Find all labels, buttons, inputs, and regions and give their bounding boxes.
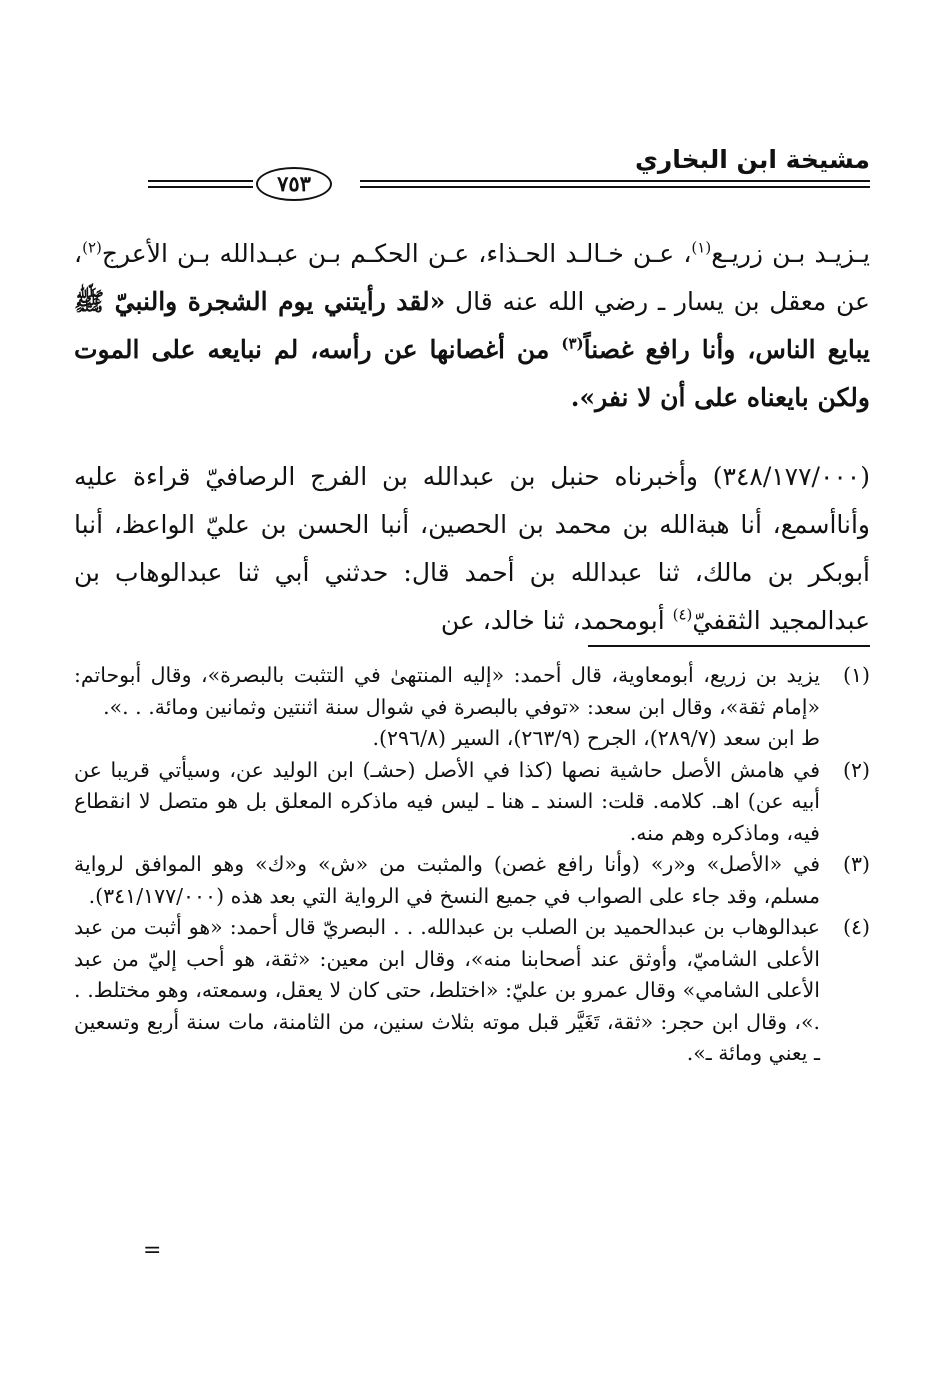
text-run: ، عن معقل بن يسار ـ رضي الله عنه قال: [74, 239, 870, 316]
header-rule: [148, 180, 253, 182]
main-paragraph-1: [74, 230, 870, 422]
main-paragraph-2: [74, 453, 870, 645]
text-run: أبومحمد، ثنا خالد، عن: [440, 606, 673, 635]
footnotes: [74, 660, 870, 1070]
footnote-number: (٤): [842, 915, 870, 939]
footnote-number: (١): [842, 663, 870, 687]
running-title: مشيخة ابن البخاري: [634, 145, 870, 174]
continuation-mark: =: [143, 1238, 162, 1263]
header-rule: [148, 186, 253, 188]
header-rule: [360, 180, 870, 182]
footnote-ref: (٢): [82, 238, 102, 257]
footnote-ref: (٤): [672, 605, 693, 624]
footnote-ref: (٣): [561, 334, 584, 353]
hadith-quote: من أغصانها عن رأسه، لم نبايعه على الموت ولكن بايعناه على أن لا نفر».: [74, 335, 870, 412]
footnote-text: في هامش الأصل حاشية نصها (كذا في الأصل (حشـ) ابن الوليد عن، وسيأتي قريبا عن أبيه عن) اهـ. كلامه. قلت: السند ـ هنا ـ ليس فيه ماذكره المعلق بل هو متصل لا انقطاع فيه، وماذكره وهم منه.: [74, 757, 820, 845]
footnote-separator: [588, 645, 870, 647]
page-number: ٧٥٣: [256, 167, 332, 201]
footnote-text: ط ابن سعد (٢٨٩/٧)، الجرح (٢٦٣/٩)، السير (٢٩٦/٨).: [372, 726, 820, 750]
text-run: ، عـن خـالـد الحـذاء، عـن الحكـم بـن عبـدالله بـن الأعرج: [101, 239, 692, 268]
footnote: [74, 912, 870, 1070]
footnote-ref: (١): [691, 238, 712, 257]
footnote-number: (٣): [842, 852, 870, 876]
footnote-number: (٢): [842, 757, 870, 782]
text-run: (٣٤٨/١٧٧/٠٠٠) وأخبرناه حنبل بن عبدالله بن الفرج الرصافيّ قراءة عليه وأناأسمع، أنا هبةالله بن محمد بن الحصين، أنبا الحسن بن عليّ الواعظ، أنبا أبوبكر بن مالك، ثنا عبدالله بن أحمد قال: حدثني أبي ثنا عبدالوهاب بن عبدالمجيد الثقفيّ: [74, 462, 870, 635]
footnote-text: عبدالوهاب بن عبدالحميد بن الصلب بن عبدالله. . . البصريّ قال أحمد: «هو أثبت من عبد الأعلى الشاميّ، وأوثق عند أصحابنا منه»، وقال ابن معين: «ثقة، هو أحب إليّ من عبد الأعلى الشامي» وقال عمرو بن عليّ: «اختلط، حتى كان لا يعقل، وسمعته، وهو مختلط. . .»، وقال ابن حجر: «ثقة، تَغَيَّر قبل موته بثلاث سنين، من الثامنة، مات سنة أربع وتسعين ـ يعني ومائة ـ».: [74, 915, 820, 1065]
footnote: [74, 660, 870, 755]
footnote-text: يزيد بن زريع، أبومعاوية، قال أحمد: «إليه المنتهىٰ في التثبت بالبصرة»، وقال أبوحاتم: «إمام ثقة»، وقال ابن سعد: «توفي بالبصرة في شوال سنة اثنتين وثمانين ومائة. . .».: [74, 663, 820, 719]
footnote: [74, 755, 870, 850]
text-run: يـزيـد بـن زريـع: [711, 239, 871, 268]
hadith-quote: «لقد رأيتني يوم الشجرة والنبيّ ﷺ يبايع الناس، وأنا رافع غصناً: [74, 287, 870, 364]
header-rule: [360, 186, 870, 188]
footnote: [74, 849, 870, 912]
footnote-text: في «الأصل» و«ر» (وأنا رافع غصن) والمثبت من «ش» و«ك» وهو الموافق لرواية مسلم، وقد جاء على الصواب في جميع النسخ في الرواية التي بعد هذه (٣٤١/١٧٧/٠٠٠).: [74, 852, 820, 908]
